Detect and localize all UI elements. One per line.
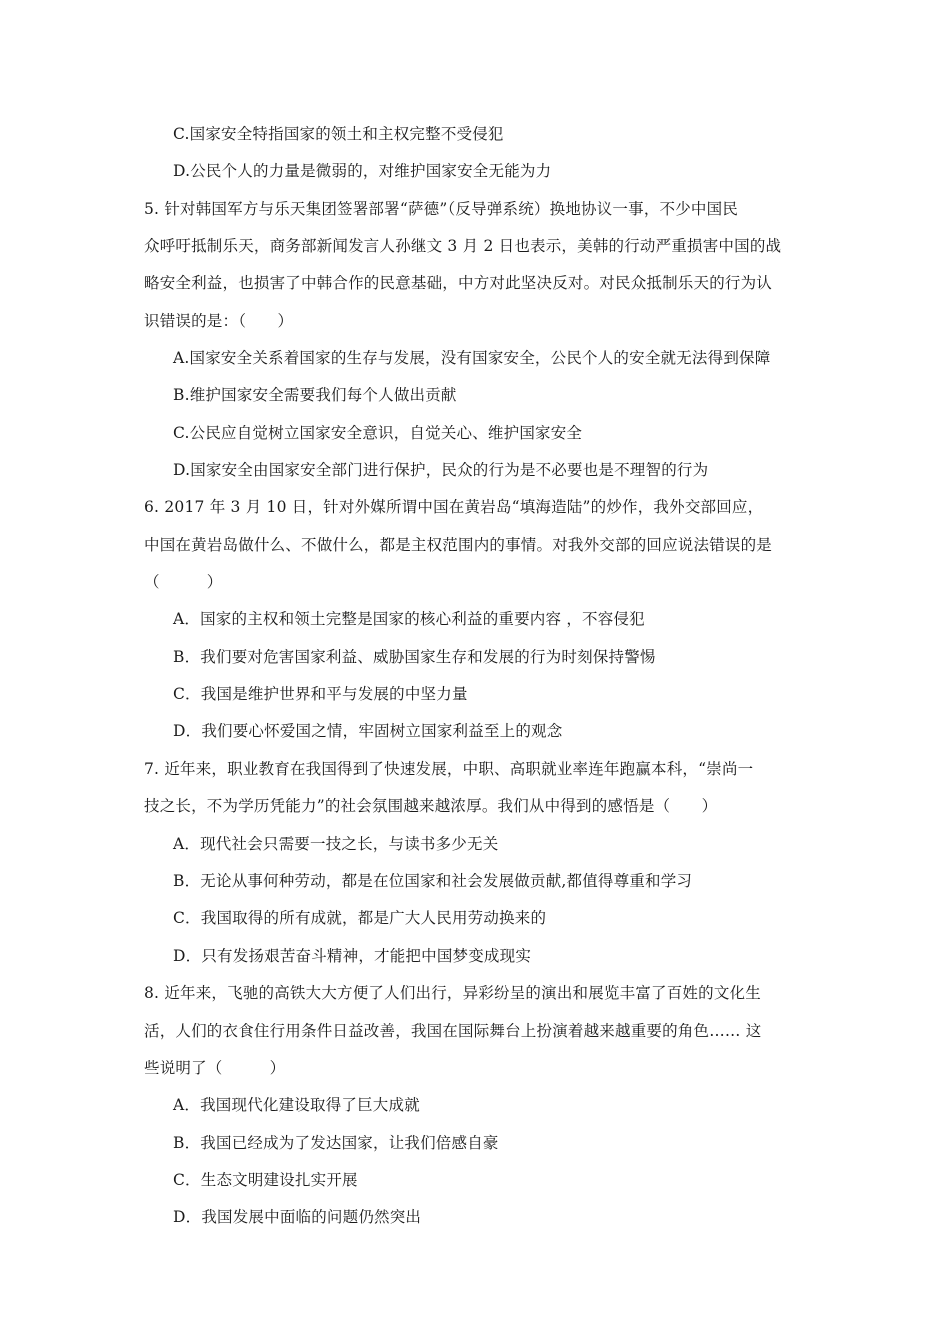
q5-stem-line-2: 众呼吁抵制乐天，商务部新闻发言人孙继文 3 月 2 日也表示，美韩的行动严重损害中国的战 <box>144 237 782 255</box>
q7-option-d: D．只有发扬艰苦奋斗精神，才能把中国梦变成现实 <box>173 947 532 965</box>
q6-stem-line-1: 6. 2017 年 3 月 10 日，针对外媒所谓中国在黄岩岛“填海造陆”的炒作，我外交部回应， <box>144 498 764 516</box>
q5-option-a: A.国家安全关系着国家的生存与发展，没有国家安全，公民个人的安全就无法得到保障 <box>173 349 771 367</box>
q8-option-a: A．我国现代化建设取得了巨大成就 <box>173 1096 420 1114</box>
q6-option-d: D．我们要心怀爱国之情，牢固树立国家利益至上的观念 <box>173 722 563 740</box>
q8-stem-line-1: 8. 近年来，飞驰的高铁大大方便了人们出行，异彩纷呈的演出和展览丰富了百姓的文化生 <box>144 984 761 1002</box>
q4-option-d: D.公民个人的力量是微弱的，对维护国家安全无能为力 <box>173 162 552 180</box>
q6-option-a: A．国家的主权和领土完整是国家的核心利益的重要内容 ，不容侵犯 <box>173 610 645 628</box>
q7-option-b: B．无论从事何种劳动，都是在位国家和社会发展做贡献,都值得尊重和学习 <box>173 872 693 890</box>
q8-option-d: D．我国发展中面临的问题仍然突出 <box>173 1208 422 1226</box>
q7-stem-line-1: 7. 近年来，职业教育在我国得到了快速发展，中职、高职就业率连年跑赢本科，“崇尚一 <box>144 760 754 778</box>
q6-stem-line-3: （ ） <box>144 573 223 591</box>
q5-stem-line-4: 识错误的是：（ ） <box>144 312 294 330</box>
q7-option-a: A．现代社会只需要一技之长，与读书多少无关 <box>173 835 499 853</box>
q5-stem-line-1: 5. 针对韩国军方与乐天集团签署部署“萨德”（反导弹系统）换地协议一事，不少中国民 <box>144 200 739 218</box>
q5-option-b: B.维护国家安全需要我们每个人做出贡献 <box>173 386 457 404</box>
q7-option-c: C．我国取得的所有成就，都是广大人民用劳动换来的 <box>173 909 547 927</box>
q4-option-c: C.国家安全特指国家的领土和主权完整不受侵犯 <box>173 125 504 143</box>
q8-stem-line-3: 些说明了（ ） <box>144 1059 286 1077</box>
q5-option-c: C.公民应自觉树立国家安全意识，自觉关心、维护国家安全 <box>173 424 583 442</box>
q6-option-b: B．我们要对危害国家利益、威胁国家生存和发展的行为时刻保持警惕 <box>173 648 656 666</box>
q6-stem-line-2: 中国在黄岩岛做什么、不做什么，都是主权范围内的事情。对我外交部的回应说法错误的是 <box>144 536 773 554</box>
q8-option-c: C．生态文明建设扎实开展 <box>173 1171 358 1189</box>
q5-option-d: D.国家安全由国家安全部门进行保护，民众的行为是不必要也是不理智的行为 <box>173 461 709 479</box>
q6-option-c: C．我国是维护世界和平与发展的中坚力量 <box>173 685 468 703</box>
q8-option-b: B．我国已经成为了发达国家，让我们倍感自豪 <box>173 1134 499 1152</box>
q7-stem-line-2: 技之长，不为学历凭能力”的社会氛围越来越浓厚。我们从中得到的感悟是（ ） <box>144 797 718 815</box>
q5-stem-line-3: 略安全利益，也损害了中韩合作的民意基础，中方对此坚决反对。对民众抵制乐天的行为认 <box>144 274 773 292</box>
q8-stem-line-2: 活，人们的衣食住行用条件日益改善，我国在国际舞台上扮演着越来越重要的角色…… 这 <box>144 1022 762 1040</box>
